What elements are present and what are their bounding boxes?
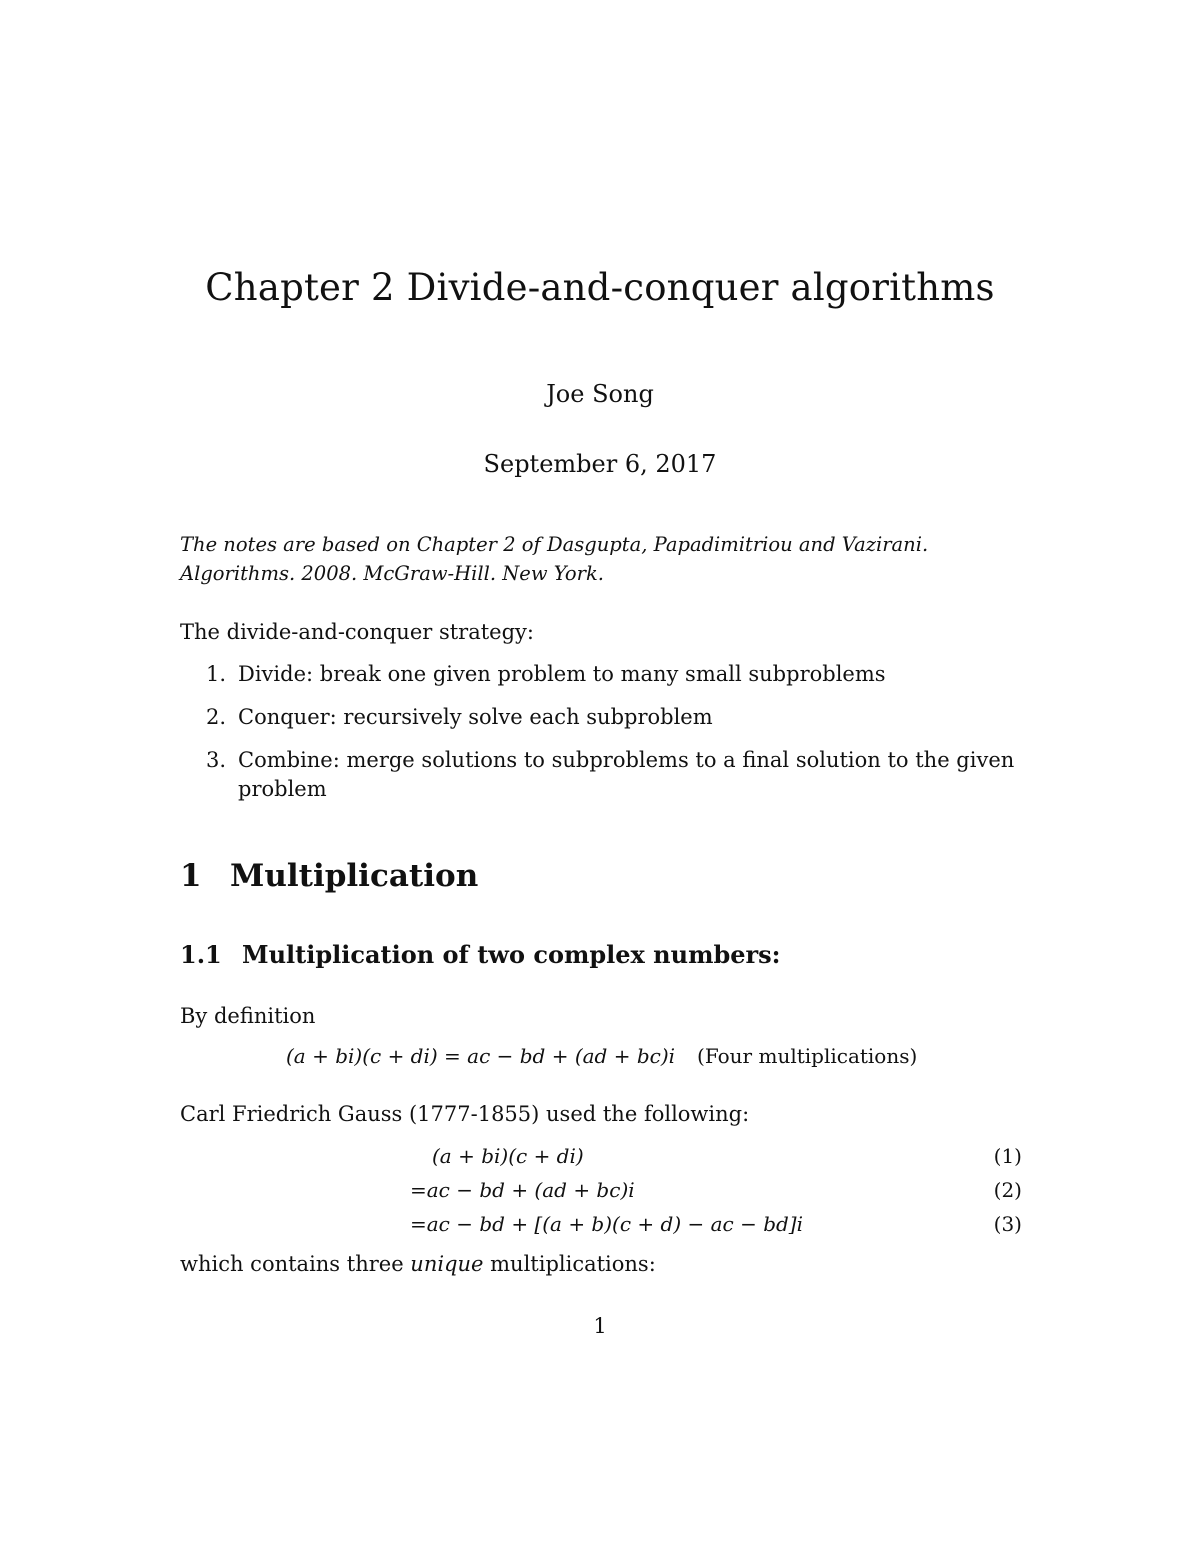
closing-text-start: which contains three (180, 1252, 411, 1276)
by-definition-text: By definition (180, 1004, 316, 1028)
list-item (180, 703, 1030, 732)
equation-number: (3) (993, 1212, 1022, 1236)
subsection-title: Multiplication of two complex numbers: (242, 940, 781, 969)
closing-text (180, 1252, 656, 1276)
list-item-number: 1. (206, 662, 227, 686)
list-item-text: Combine: merge solutions to subproblems to a final solution to the given problem (238, 748, 1015, 801)
definition-remark: (Four multiplications) (697, 1044, 918, 1068)
section-number: 1 (180, 858, 202, 894)
section-title: Multiplication (230, 858, 479, 894)
equation-expression: (a + bi)(c + di) (432, 1144, 584, 1168)
list-item-number: 2. (206, 705, 227, 729)
list-item-text: Conquer: recursively solve each subproblem (238, 705, 713, 729)
definition-equation (286, 1044, 917, 1068)
author-name: Joe Song (546, 380, 654, 408)
closing-text-end: multiplications: (483, 1252, 656, 1276)
gauss-intro-text: Carl Friedrich Gauss (1777-1855) used the following: (180, 1102, 750, 1126)
definition-formula: (a + bi)(c + di) = ac − bd + (ad + bc)i (286, 1044, 676, 1068)
list-item-text: Divide: break one given problem to many small subproblems (238, 662, 886, 686)
document-title: Chapter 2 Divide-and-conquer algorithms (205, 266, 995, 309)
strategy-list (180, 660, 1030, 818)
strategy-intro: The divide-and-conquer strategy: (180, 620, 534, 644)
equation-number: (2) (993, 1178, 1022, 1202)
source-note: The notes are based on Chapter 2 of Dasgupta, Papadimitriou and Vazirani. Algorithms. 2008. McGraw-Hill. New York. (180, 533, 929, 585)
list-item-number: 3. (206, 748, 227, 772)
subsection-number: 1.1 (180, 940, 222, 969)
section-heading (180, 858, 478, 894)
list-item (180, 660, 1030, 689)
page-number: 1 (593, 1314, 607, 1338)
closing-emphasis: unique (410, 1252, 484, 1276)
list-item (180, 746, 1030, 804)
equation-expression: =ac − bd + (ad + bc)i (410, 1178, 635, 1202)
subsection-heading (180, 940, 781, 969)
document-date: September 6, 2017 (483, 450, 717, 478)
equation-number: (1) (993, 1144, 1022, 1168)
equation-expression: =ac − bd + [(a + b)(c + d) − ac − bd]i (410, 1212, 803, 1236)
